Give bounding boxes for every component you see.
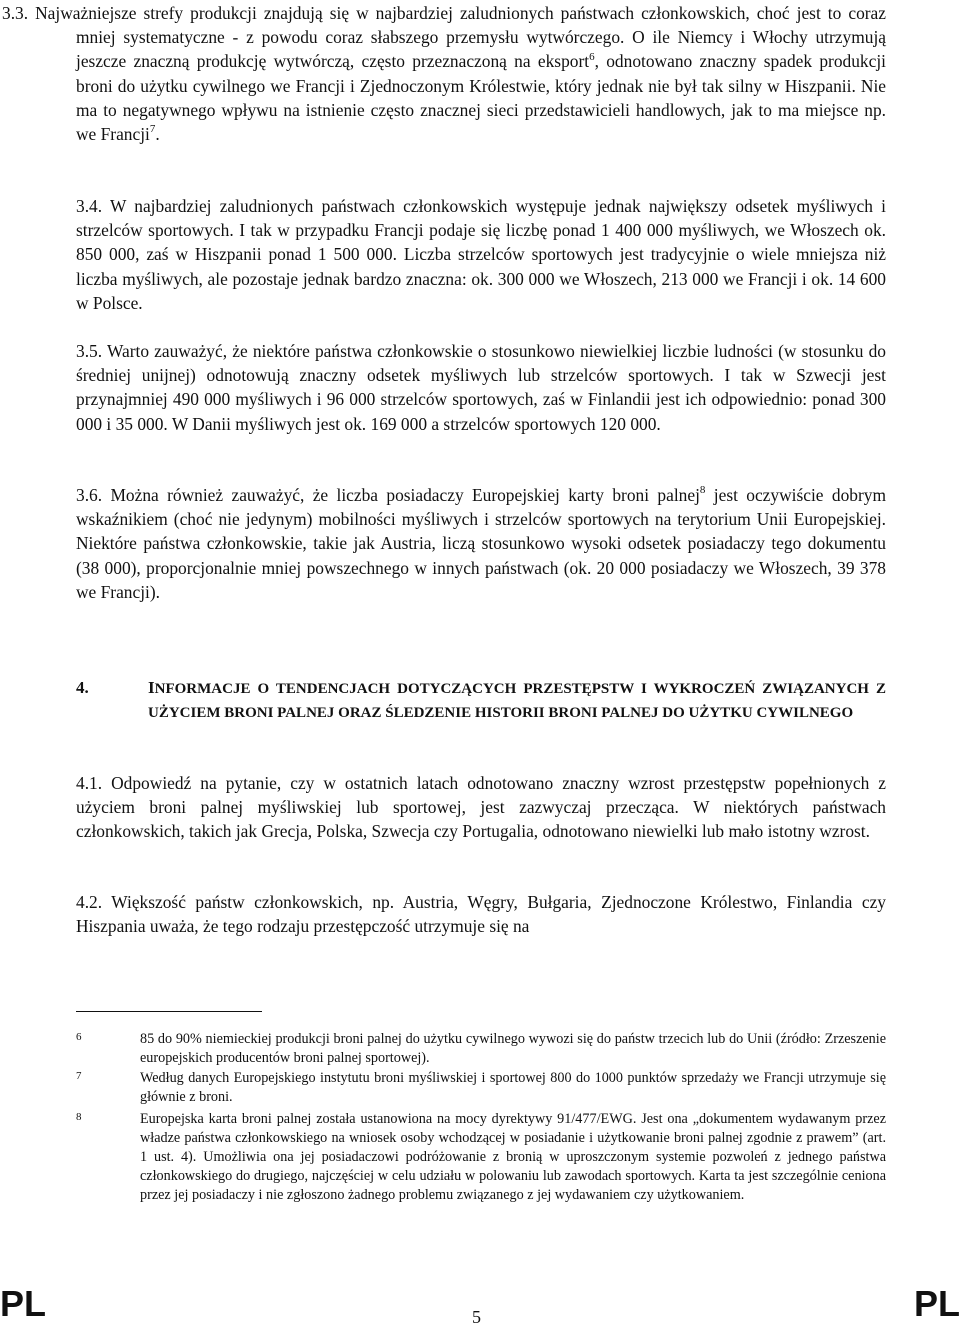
footnote-text: 85 do 90% niemieckiej produkcji broni palnej do użytku cywilnego wywozi się do państw trzecich lub do Unii (źródło: Zrzeszenie europejskich producentów broni palnej sportowej).: [140, 1031, 886, 1066]
footnote-ref-8[interactable]: 8: [699, 484, 706, 497]
paragraph-3-5: 3.5. Warto zauważyć, że niektóre państwa członkowskie o stosunkowo niewielkiej liczbie ludności (w stosunku do średniej unijnej) odnotowują znaczny odsetek myśliwych lub strzelców sportowych. I tak w Szwecji jest przynajmniej 490 000 myśliwych i 96 000 strzelców sportowych, zaś w Finlandii jest ich odpowiednio: ponad 300 000 i 35 000. W Danii myśliwych jest ok. 169 000 a strzelców sportowych 120 000.: [76, 341, 886, 434]
section-heading-4: [76, 676, 886, 725]
paragraph-number: 4.2.: [76, 892, 103, 912]
page-number: 5: [472, 1307, 481, 1327]
section-number: 4.: [76, 678, 89, 697]
paragraph-4-2: 4.2. Większość państw członkowskich, np. Austria, Węgry, Bułgaria, Zjednoczone Królestwo, Finlandia czy Hiszpania uważa, że tego rodzaju przestępczość utrzymuje się na: [76, 892, 886, 937]
heading-text: NFORMACJE O TENDENCJACH DOTYCZĄCYCH PRZESTĘPSTW I WYKROCZEŃ ZWIĄZANYCH Z UŻYCIEM BRONI PALNEJ ORAZ ŚLEDZENIE HISTORII BRONI PALNEJ DO UŻYTKU CYWILNEGO: [148, 681, 886, 721]
paragraph-number: 4.1.: [76, 773, 103, 793]
paragraph-4-1: 4.1. Odpowiedź na pytanie, czy w ostatnich latach odnotowano znaczny wzrost przestępstw popełnionych z użyciem broni palnej myśliwskiej lub sportowej, jest zazwyczaj przecząca. W niektórych państwach członkowskich, takich jak Grecja, Polska, Szwecja czy Portugalia, odnotowano niewielki lub mało istotny wzrost.: [76, 773, 887, 842]
footnote-6: [76, 1030, 886, 1068]
footnote-mark: 8: [76, 1111, 82, 1123]
footnote-ref-7[interactable]: 7: [149, 123, 156, 136]
footnote-7: [76, 1069, 886, 1107]
paragraph-3-4: 3.4. W najbardziej zaludnionych państwach członkowskich występuje jednak największy odsetek myśliwych i strzelców sportowych. I tak w przypadku Francji podaje się liczbę ponad 1 400 000 myśliwych, we Włoszech ok. 850 000, zaś w Hiszpanii ponad 1 500 000. Liczba strzelców sportowych jest tradycyjnie o wiele mniejsza niż liczba myśliwych, ale pozostaje jednak bardzo znaczna: ok. 300 000 we Włoszech, 213 000 we Francji i ok. 14 600 w Polsce.: [76, 196, 886, 313]
paragraph-3-6: 3.6. Można również zauważyć, że liczba posiadaczy Europejskiej karty broni palnej$^8$ jest oczywiście dobrym wskaźnikiem (choć nie jedynym) mobilności myśliwych i strzelców sportowych na terytorium Unii Europejskiej. Niektóre państwa członkowskie, takie jak Austria, liczą stosunkowo wysoki odsetek posiadaczy tego dokumentu (38 000), proporcjonalnie mniej powszechnego w innych państwach (ok. 20 000 posiadaczy we Włoszech, 39 378 we Francji).: [76, 484, 886, 602]
paragraph-number: 3.3.: [2, 3, 29, 23]
footnote-ref-6[interactable]: 6: [589, 50, 595, 63]
heading-first-letter: I: [148, 678, 155, 697]
footnote-mark: 6: [76, 1031, 82, 1043]
paragraph-number: 3.6.: [76, 485, 103, 505]
footnote-text: Europejska karta broni palnej została ustanowiona na mocy dyrektywy 91/477/EWG. Jest ona „dokumentem wydawanym przez władze państwa członkowskiego na wniosek osoby wchodzącej w posiadanie i użytkowanie broni palnej zgodnie z prawem” (art. 1 ust. 4). Umożliwia ona jej posiadaczowi podróżowanie z bronią w uproszczonym systemie pozwoleń z jednego państwa członkowskiego do drugiego, najczęściej w celu udziału w polowaniu lub zawodach sportowych. Karta ta jest szczególnie ceniona przez jej posiadaczy i nie zgłoszono żadnego problemu związanego z jej wydawaniem czy użytkowaniem.: [140, 1111, 886, 1203]
footnote-8: [76, 1110, 886, 1205]
paragraph-3-3: 3.3. Najważniejsze strefy produkcji znajdują się w najbardziej zaludnionych państwach członkowskich, choć jest to coraz mniej systematyczne - z powodu coraz słabszego przemysłu wytwórczego. O ile Niemcy i Włochy utrzymują jeszcze znaczną produkcję wytwórczą, często przeznaczoną na eksport$^6$, odnotowano znaczny spadek produkcji broni do użytku cywilnego we Francji i Zjednoczonym Królestwie, który jednak nie był tak silny w Hiszpanii. Nie ma to negatywnego wpływu na istnienie często znacznej sieci przedstawicieli handlowych, jak to ma miejsce np. we Francji$^7$.: [2, 3, 887, 145]
paragraph-number: 3.5.: [76, 341, 103, 361]
footnote-text: Według danych Europejskiego instytutu broni myśliwskiej i sportowej 800 do 1000 punktów sprzedaży we Francji utrzymuje się głównie z broni.: [140, 1070, 886, 1105]
language-label-right: PL: [913, 1283, 960, 1324]
footnote-separator: [76, 1011, 262, 1012]
language-label-left: PL: [0, 1283, 47, 1324]
paragraph-number: 3.4.: [76, 196, 103, 216]
footnote-mark: 7: [76, 1070, 82, 1082]
